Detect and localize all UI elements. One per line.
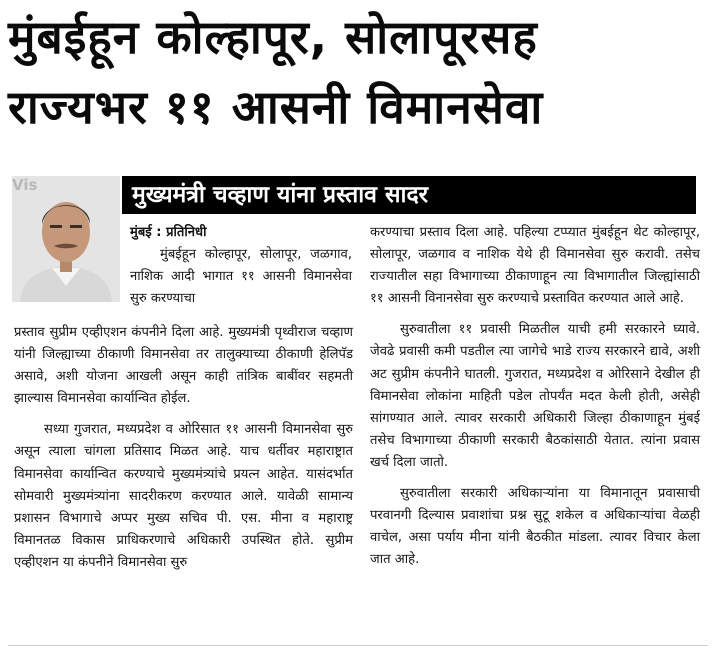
subheadline-banner — [122, 176, 696, 214]
article-paragraph: सुरुवातीला ११ प्रवासी मिळतील याची हमी सरकारने घ्यावे. जेवढे प्रवासी कमी पडतील त्या जागेचे भाडे राज्य सरकारने द्यावे, अशी अट सुप्रीम कंपनीने घातली. गुजरात, मध्यप्रदेश व ओरिसाने देखील ही विमानसेवा लोकांना माहिती पडेल तोपर्यंत मदत केली होती, असेही सांगण्यात आले. त्यावर सरकारी अधिकारी जिल्हा ठीकाणाहून मुंबई तसेच विभागाच्या ठीकाणी सरकारी बैठकांसाठी येतात. त्यांना प्रवास खर्च दिला जातो. — [370, 322, 700, 470]
article-paragraph: प्रस्ताव सुप्रीम एव्हीएशन कंपनीने दिला आहे. मुख्यमंत्री पृथ्वीराज चव्हाण यांनी जिल्ह्याच्या ठीकाणी विमानसेवा तर तालुक्याच्या ठीकाणी हेलिपॅड असावे, अशी योजना आखली असून काही तांत्रिक बाबींवर सहमती झाल्यास विमानसेवा कार्यान्वित होईल. — [14, 325, 353, 407]
article-paragraph: सध्या गुजरात, मध्यप्रदेश व ओरिसात ११ आसनी विमानसेवा सुरु असून त्याला चांगला प्रतिसाद मिळत आहे. याच धर्तीवर महाराष्ट्रात विमानसेवा कार्यान्वित करण्याचे मुख्यमंत्र्यांचे प्रयत्न आहेत. यासंदर्भात सोमवारी मुख्यमंत्र्यांना सादरीकरण करण्यात आले. यावेळी सामान्य प्रशासन विभागाचे अप्पर मुख्य सचिव पी. एस. मीना व महाराष्ट्र विमानतळ विकास प्राधिकरणाचे अधिकारी उपस्थित होते. सुप्रीम एव्हीएशन या कंपनीने विमानसेवा सुरु — [14, 422, 353, 570]
article-paragraph: सुरुवातीला सरकारी अधिकाऱ्यांना या विमानातून प्रवासाची परवानगी दिल्यास प्रवाशांचा प्रश्न सुटू शकेल व अधिकाऱ्यांचा वेळही वाचेल, असा पर्याय मीना यांनी बैठकीत मांडला. त्यावर विचार केला जात आहे. — [370, 486, 700, 568]
portrait-photo — [12, 176, 120, 302]
article-paragraph: करण्याचा प्रस्ताव दिला आहे. पहिल्या टप्प्यात मुंबईहून थेट कोल्हापूर, सोलापूर, जळगाव व नाशिक येथे ही विमानसेवा सुरु करावी. तसेच राज्यातील सहा विभागाच्या ठीकाणाहून त्या विभागातील जिल्ह्यांसाठी ११ आसनी विनानसेवा सुरु करण्याचे प्रस्तावित करण्यात आले आहे. — [370, 225, 700, 307]
article-column-right — [370, 222, 700, 571]
dateline: मुंबई : प्रतिनिधी — [130, 225, 207, 240]
bottom-divider — [8, 645, 708, 646]
svg-text:Vis: Vis — [12, 176, 38, 194]
subheadline-text: मुख्यमंत्री चव्हाण यांना प्रस्ताव सादर — [132, 182, 429, 208]
headline — [8, 2, 708, 142]
headline-line-1: मुंबईहून कोल्हापूर, सोलापूरसह — [8, 10, 538, 64]
article-column-left-top — [130, 222, 352, 310]
article-column-left — [14, 322, 353, 574]
headline-line-2: राज्यभर ११ आसनी विमानसेवा — [8, 80, 544, 134]
article-lead: मुंबईहून कोल्हापूर, सोलापूर, जळगाव, नाशिक आदी भागात ११ आसनी विमानसेवा सुरु करण्याचा — [130, 247, 352, 307]
